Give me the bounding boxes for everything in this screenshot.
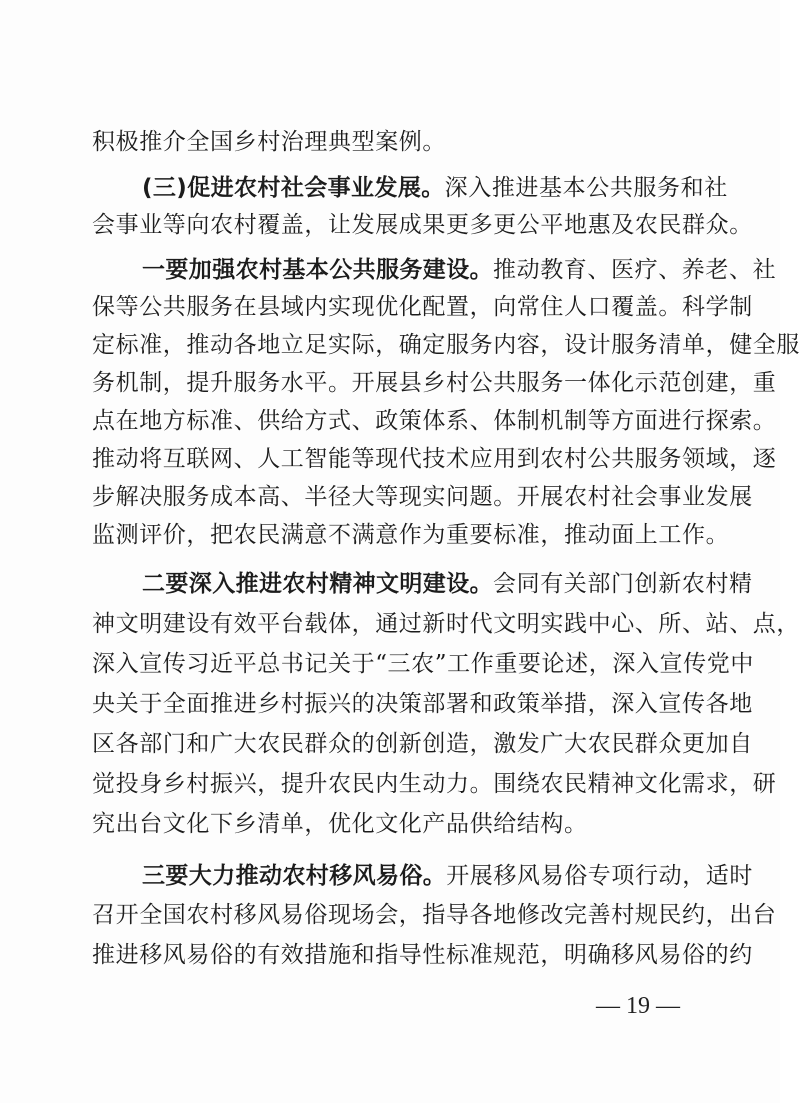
text-line: [92, 520, 730, 550]
body-text: 觉投身乡村振兴，提升农民内生动力。围绕农民精神文化需求，研: [92, 771, 777, 797]
body-text: 推动将互联网、人工智能等现代技术应用到农村公共服务领域，逐: [92, 446, 777, 472]
section-heading: (三)促进农村社会事业发展。: [142, 175, 445, 201]
body-text: 推进移风易俗的有效措施和指导性标准规范，明确移风易俗的约: [92, 942, 753, 968]
body-text: 深入推进基本公共服务和社: [444, 175, 728, 201]
body-text: 积极推介全国乡村治理典型案例。: [92, 129, 446, 155]
text-line: [92, 482, 753, 512]
body-text: 保等公共服务在县域内实现优化配置，向常住人口覆盖。科学制: [92, 294, 753, 320]
text-line: [92, 406, 777, 436]
body-text: 会事业等向农村覆盖，让发展成果更多更公平地惠及农民群众。: [92, 212, 753, 238]
body-text: 定标准，推动各地立足实际，确定服务内容，设计服务清单，健全服: [92, 332, 800, 358]
text-line: [92, 292, 753, 322]
text-line: [92, 769, 777, 799]
text-line: [92, 609, 800, 639]
body-text: 务机制，提升服务水平。开展县乡村公共服务一体化示范创建，重: [92, 370, 777, 396]
body-text: 神文明建设有效平台载体，通过新时代文明实践中心、所、站、点，: [92, 611, 800, 637]
text-line: [92, 330, 800, 360]
body-text: 监测评价，把农民满意不满意作为重要标准，推动面上工作。: [92, 522, 730, 548]
body-text: 深入宣传习近平总书记关于“三农”工作重要论述，深入宣传党中: [92, 651, 754, 677]
text-line: [142, 569, 753, 599]
body-text: 会同有关部门创新农村精: [493, 571, 753, 597]
body-text: 究出台文化下乡清单，优化文化产品供给结构。: [92, 811, 588, 837]
page-number: — 19 —: [596, 993, 680, 1019]
text-line: [92, 368, 777, 398]
text-line: [92, 649, 754, 679]
text-line: [92, 940, 753, 970]
body-text: 央关于全面推进乡村振兴的决策部署和政策举措，深入宣传各地: [92, 691, 753, 717]
body-text: 召开全国农村移风易俗现场会，指导各地修改完善村规民约，出台: [92, 902, 777, 928]
body-text: 点在地方标准、供给方式、政策体系、体制机制等方面进行探索。: [92, 408, 777, 434]
body-text: 开展移风易俗专项行动，适时: [446, 863, 754, 889]
text-line: [92, 127, 692, 157]
body-text: 推动教育、医疗、养老、社: [493, 257, 777, 283]
body-text: 步解决服务成本高、半径大等现实问题。开展农村社会事业发展: [92, 484, 753, 510]
text-line: [92, 210, 753, 240]
text-line: [92, 809, 692, 839]
text-line: [92, 900, 777, 930]
text-line: [142, 255, 777, 285]
section-heading: 二要深入推进农村精神文明建设。: [142, 571, 493, 597]
text-line: [142, 173, 728, 203]
section-heading: 三要大力推动农村移风易俗。: [142, 863, 447, 889]
section-heading: 一要加强农村基本公共服务建设。: [142, 257, 493, 283]
text-line: [92, 444, 777, 474]
text-line: [92, 689, 753, 719]
text-line: [92, 729, 753, 759]
body-text: 区各部门和广大农民群众的创新创造，激发广大农民群众更加自: [92, 731, 753, 757]
text-line: [142, 861, 754, 891]
